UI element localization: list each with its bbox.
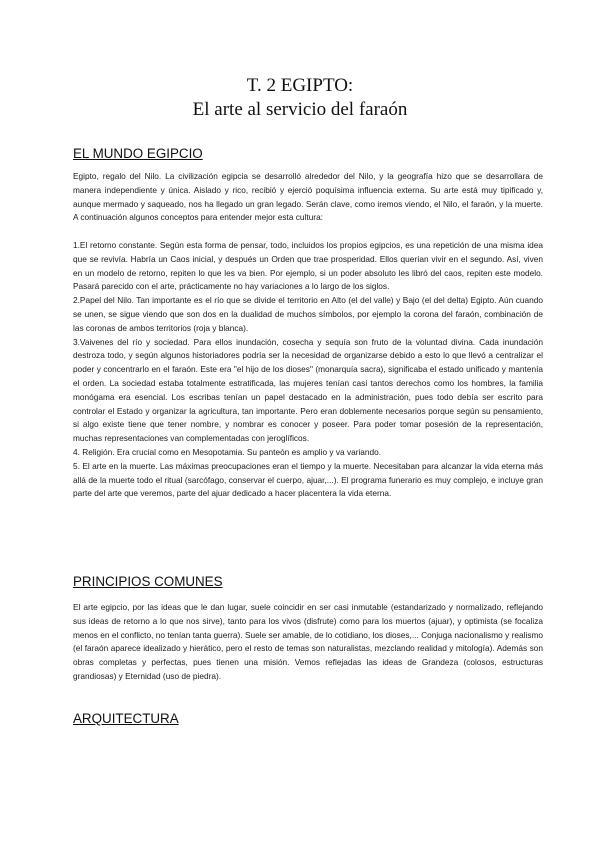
section-body-mundo-egipcio: [73, 170, 543, 501]
section-body-principios-comunes: [73, 601, 543, 684]
title-line-2: El arte al servicio del faraón: [192, 99, 408, 120]
section-heading-mundo-egipcio: EL MUNDO EGIPCIO: [73, 146, 203, 161]
principios-paragraph: El arte egipcio, por las ideas que le dan lugar, suele coincidir en ser casi inmutable (estandarizado y normalizado, reflejando sus ideas de retorno a lo que nos sirve), tanto para los vivos (disfrute) como para los muertos (ajuar), y optimista (se focaliza menos en el conflicto, no tenían tanta guerra). Suele ser amable, de lo cotidiano, los dioses,... Conjuga nacionalismo y realismo (el faraón aparece idealizado y hierático, pero el resto de temas son naturalistas, mezclando realidad y mitología). Además son obras completas y perfectas, pues tienen una misión. Vemos reflejadas las ideas de Grandeza (colosos, estructuras grandiosas) y Eternidad (uso de piedra).: [73, 602, 543, 681]
point-retorno-constante: 1.El retorno constante. Según esta forma de pensar, todo, incluidos los propios egipcios, es una repetición de una misma idea que se revivía. Habría un Caos inicial, y después un Orden que trae prosperidad. Ellos querían vivir en el segundo. Así, viven en un modelo de retorno, repiten lo que les va bien. Por ejemplo, si un poder absoluto les libró del caos, repiten este modelo. Pasará parecido con el arte, prácticamente no hay variaciones a lo largo de los siglos.: [73, 239, 543, 292]
section-heading-arquitectura: ARQUITECTURA: [73, 711, 179, 726]
intro-paragraph: Egipto, regalo del Nilo. La civilización egipcia se desarrolló alrededor del Nilo, y la geografía hizo que se desarrollara de manera independiente y única. Aislado y rico, recibió y ejerció poquísima influencia externa. Su arte está muy tipificado y, aunque mermado y saqueado, nos ha llegado un gran legado. Serán clave, como iremos viendo, el Nilo, el faraón, y la muerte. A continuación algunos conceptos para entender mejor esta cultura:: [73, 171, 543, 223]
point-arte-en-la-muerte: 5. El arte en la muerte. Las máximas preocupaciones eran el tiempo y la muerte. Necesitaban para alcanzar la vida eterna más allá de la muerte todo el ritual (sarcófago, conservar el cuerpo, ajuar,...). El programa funerario es muy complejo, e incluye gran parte del arte que veremos, parte del ajuar dedicado a hacer placentera la vida eterna.: [73, 460, 543, 499]
title-line-1: T. 2 EGIPTO:: [246, 75, 354, 96]
paragraph-gap: [73, 225, 543, 239]
point-vaivenes-del-rio: 3.Vaivenes del río y sociedad. Para ellos inundación, cosecha y sequía son fruto de la voluntad divina. Cada inundación destroza todo, y según algunos historiadores podría ser la necesidad de organizarse debido a esto lo que llevó a centralizar el poder y concentrarlo en el faraón. Este era "el hijo de los dioses" (monarquía sacra), significaba el estado unificado y mantenía el orden. La sociedad estaba totalmente estratificada, las mujeres tenían casi tantos derechos como los hombres, la familia monógama era esencial. Los escribas tenían un papel destacado en la administración, pues todo debía ser escrito para controlar el Estado y organizar la agricultura, tan importante. Pero eran doblemente necesarios porque según su pensamiento, si algo existe tiene que tener nombre, y nombrar es conocer y poseer. Para poder tomar posesión de la representación, muchas representaciones van complementadas con jeroglíficos.: [73, 336, 543, 444]
document-title: [0, 74, 600, 122]
section-heading-principios-comunes: PRINCIPIOS COMUNES: [73, 574, 223, 589]
point-papel-del-nilo: 2.Papel del Nilo. Tan importante es el río que se divide el territorio en Alto (el del valle) y Bajo (el del delta) Egipto. Aún cuando se unen, se sigue viendo que son dos en la dualidad de muchos símbolos, por ejemplo la corona del faraón, combinación de las coronas de ambos territorios (roja y blanca).: [73, 295, 543, 333]
point-religion: 4. Religión. Era crucial como en Mesopotamia. Su panteón es amplio y va variando.: [73, 446, 382, 457]
